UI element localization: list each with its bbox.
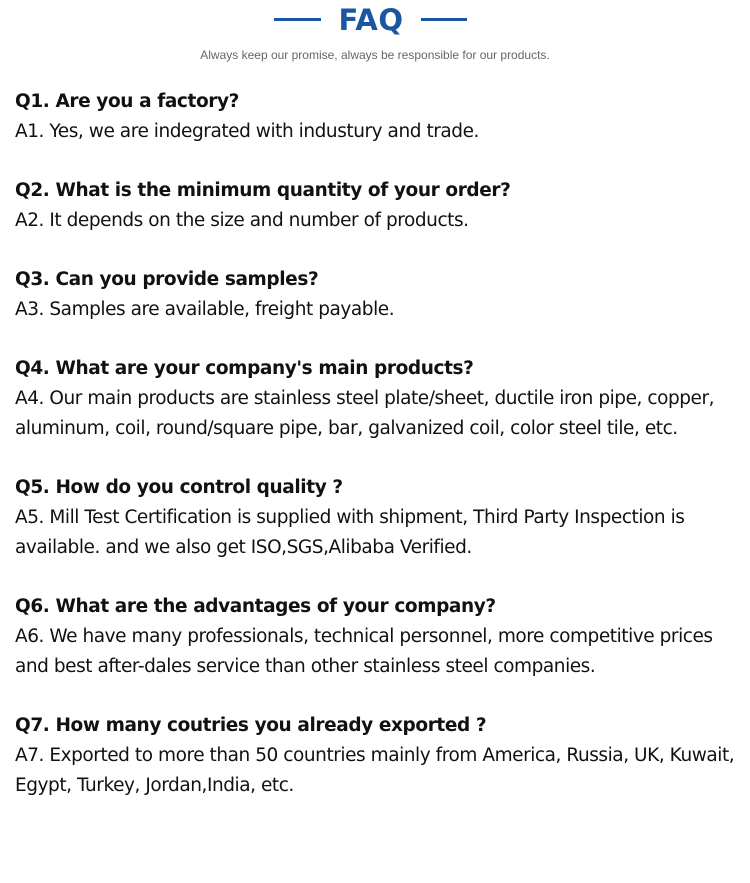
faq-question: Q3. Can you provide samples?	[15, 269, 319, 290]
faq-item-4	[15, 354, 745, 444]
faq-answer: A3. Samples are available, freight payable.	[15, 299, 395, 320]
faq-item-6	[15, 592, 745, 682]
faq-question: Q4. What are your company's main products?	[15, 358, 474, 379]
faq-question: Q5. How do you control quality ?	[15, 477, 343, 498]
faq-question: Q6. What are the advantages of your company?	[15, 596, 496, 617]
faq-list	[15, 87, 745, 830]
faq-question: Q2. What is the minimum quantity of your order?	[15, 180, 511, 201]
faq-answer: A1. Yes, we are indegrated with industury and trade.	[15, 121, 479, 142]
title-divider-right	[421, 18, 467, 21]
faq-item-7	[15, 711, 745, 801]
faq-item-3	[15, 265, 745, 325]
faq-answer: A4. Our main products are stainless steel plate/sheet, ductile iron pipe, copper, aluminum, coil, round/square pipe, bar, galvanized coil, color steel tile, etc.	[15, 388, 715, 439]
title-divider-left	[274, 18, 321, 21]
faq-question: Q7. How many coutries you already exported ?	[15, 715, 487, 736]
faq-question: Q1. Are you a factory?	[15, 91, 239, 112]
faq-answer: A6. We have many professionals, technical personnel, more competitive prices and best after-dales service than other stainless steel companies.	[15, 626, 713, 677]
page-subtitle: Always keep our promise, always be responsible for our products.	[200, 48, 550, 62]
faq-item-1	[15, 87, 745, 147]
faq-answer: A7. Exported to more than 50 countries mainly from America, Russia, UK, Kuwait, Egypt, Turkey, Jordan,India, etc.	[15, 745, 735, 796]
faq-header	[0, 0, 750, 70]
page-title: FAQ	[338, 3, 404, 37]
faq-answer: A2. It depends on the size and number of products.	[15, 210, 469, 231]
faq-answer: A5. Mill Test Certification is supplied with shipment, Third Party Inspection is available. and we also get ISO,SGS,Alibaba Verified.	[15, 507, 685, 558]
faq-item-2	[15, 176, 745, 236]
faq-item-5	[15, 473, 745, 563]
